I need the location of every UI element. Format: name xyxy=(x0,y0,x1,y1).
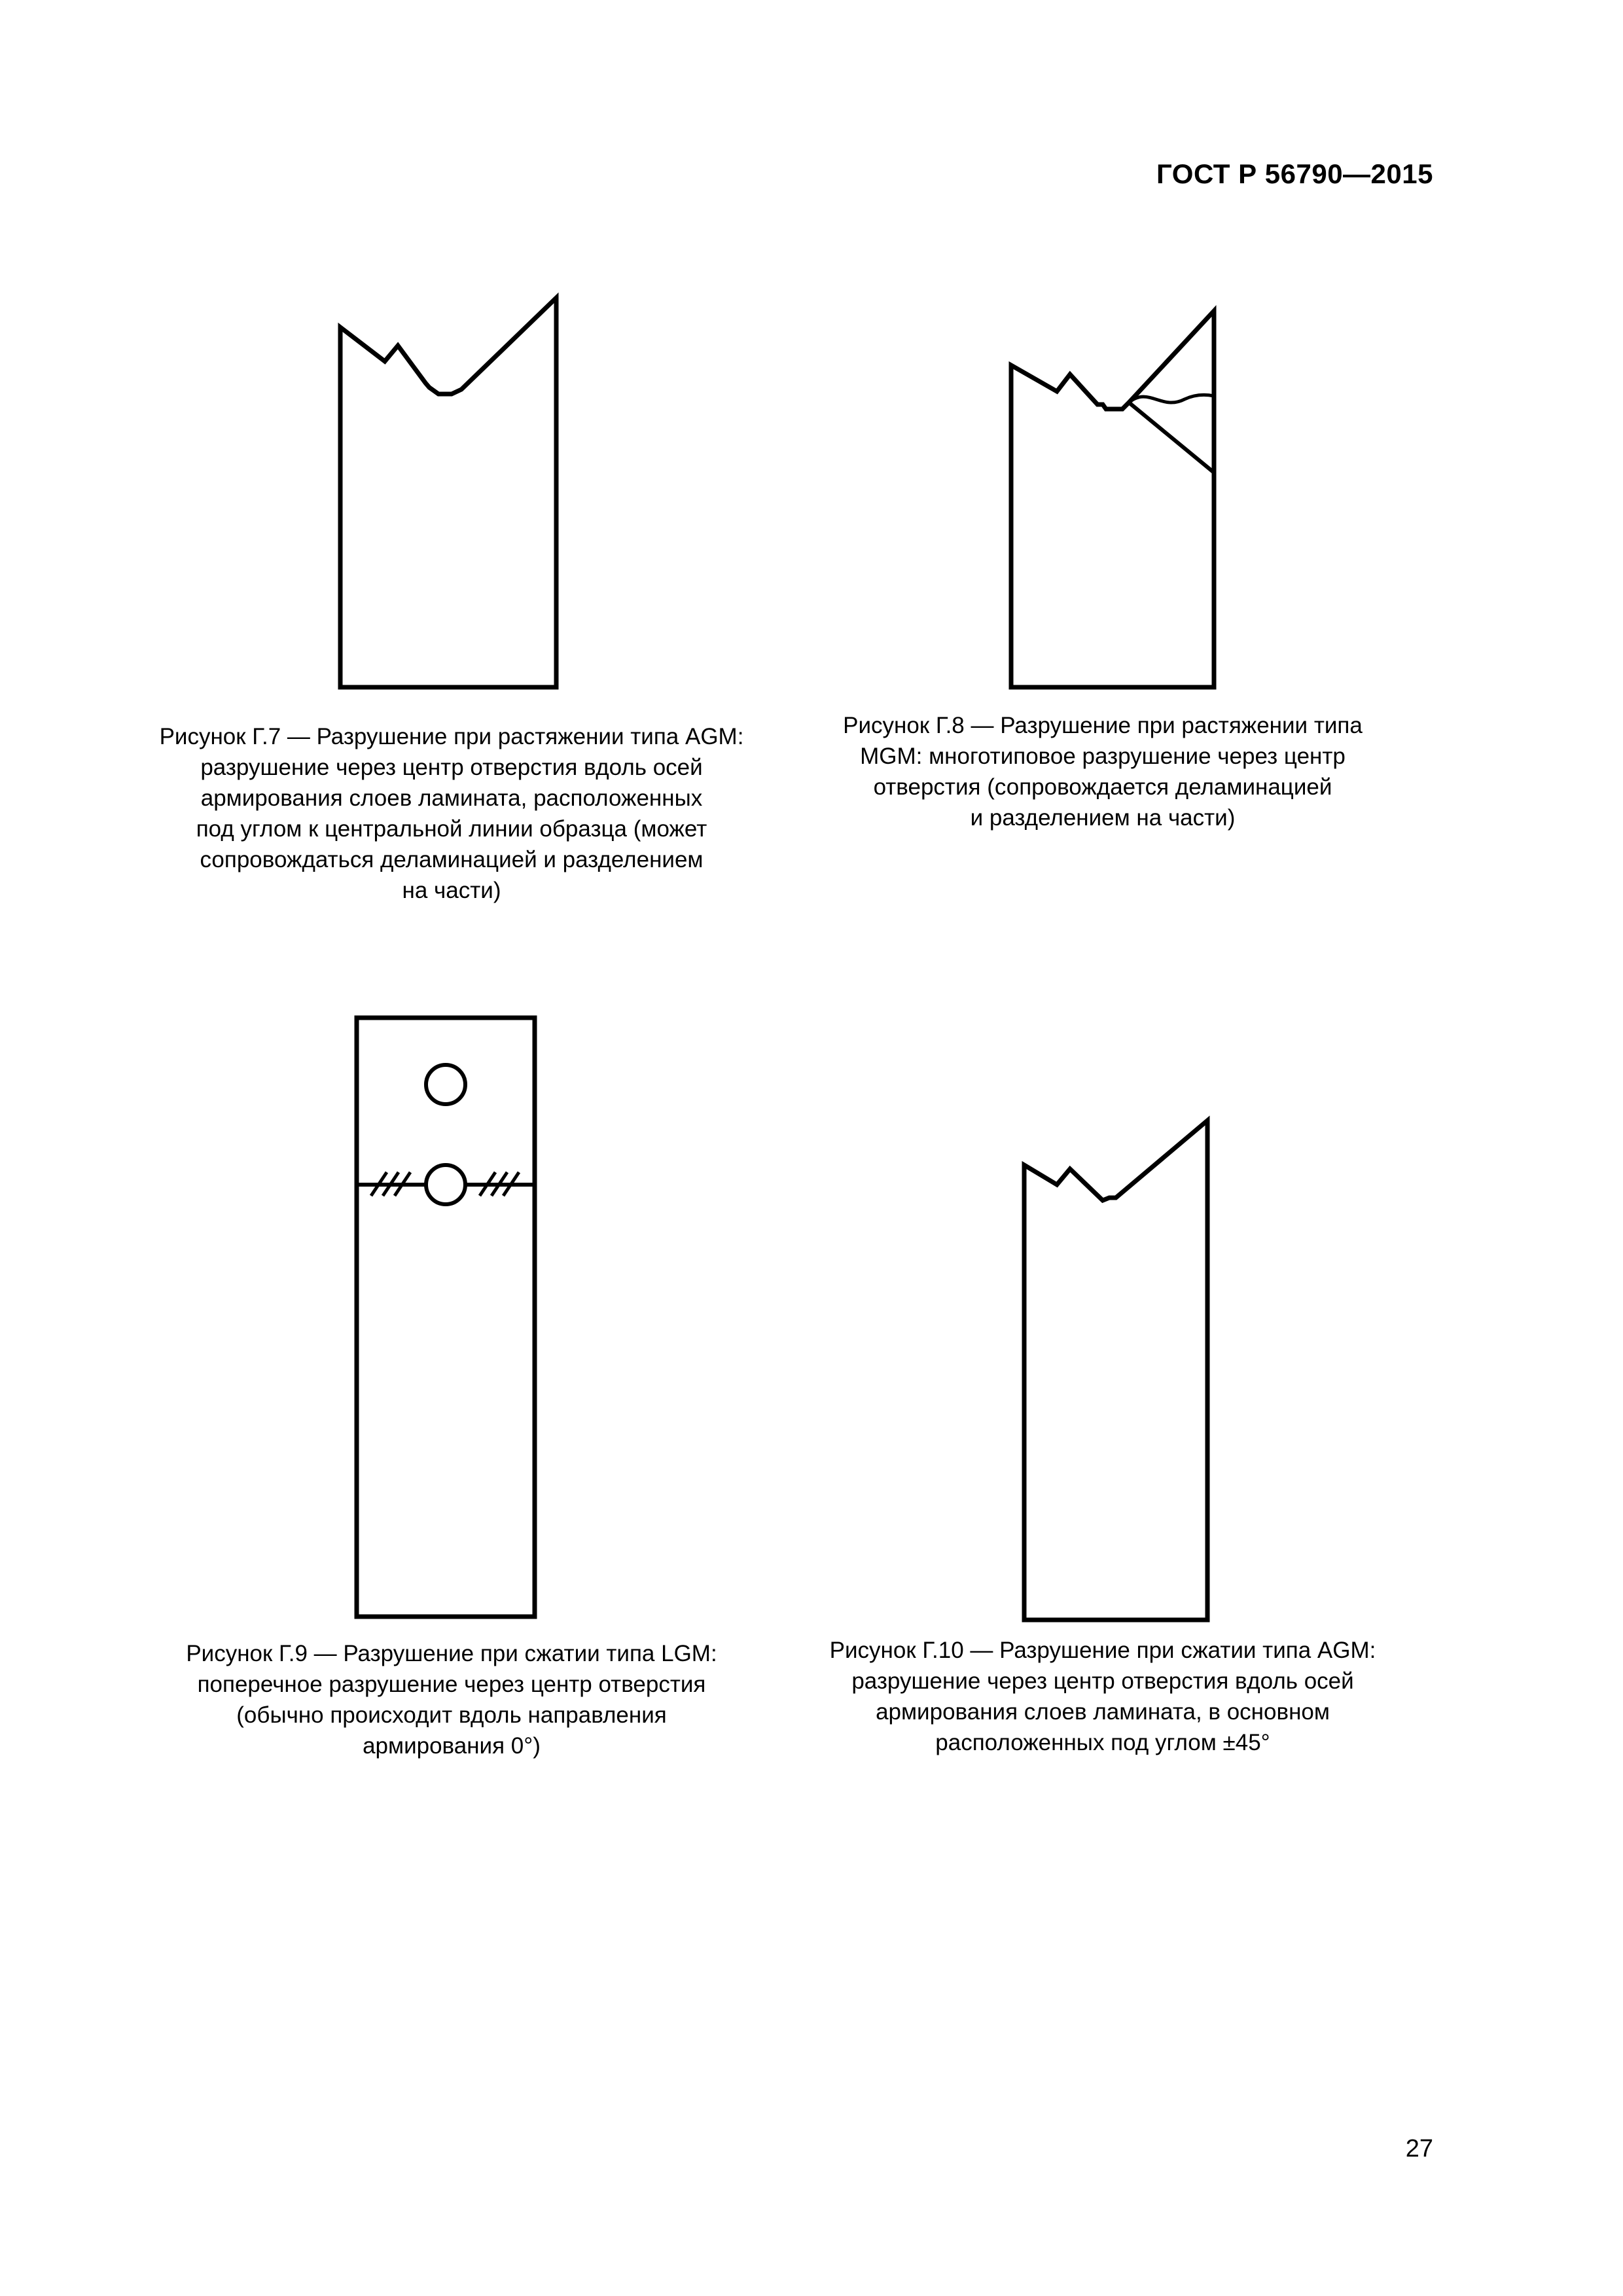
caption-line: отверстия (сопровождается деламинацией xyxy=(873,774,1332,800)
caption-line: поперечное разрушение через центр отверстия xyxy=(197,1672,706,1697)
figure-g9-caption xyxy=(124,1638,779,1761)
figure-g7-caption xyxy=(124,721,779,906)
figure-g10-caption xyxy=(776,1635,1430,1758)
figure-g8-caption xyxy=(776,710,1430,833)
figure-g8-drawing xyxy=(998,301,1234,694)
page-number: 27 xyxy=(1405,2135,1433,2162)
caption-line: Рисунок Г.9 — Разрушение при сжатии типа LGM: xyxy=(186,1641,717,1666)
caption-line: армирования слоев ламината, в основном xyxy=(876,1699,1330,1725)
caption-line: Рисунок Г.8 — Разрушение при растяжении типа xyxy=(843,713,1363,738)
caption-line: и разделением на части) xyxy=(970,805,1236,831)
document-header: ГОСТ Р 56790—2015 xyxy=(1156,158,1433,189)
caption-line: MGM: многотиповое разрушение через центр xyxy=(860,744,1346,769)
caption-line: разрушение через центр отверстия вдоль осей xyxy=(851,1668,1354,1694)
figure-g10-drawing xyxy=(1011,1113,1227,1630)
caption-line: (обычно происходит вдоль направления xyxy=(236,1702,667,1728)
caption-line: армирования 0°) xyxy=(363,1733,541,1759)
caption-line: разрушение через центр отверстия вдоль осей xyxy=(200,755,703,780)
caption-line: армирования слоев ламината, расположенных xyxy=(200,785,703,811)
caption-line: расположенных под углом ±45° xyxy=(935,1730,1270,1755)
caption-line: под углом к центральной линии образца (может xyxy=(196,816,707,842)
caption-line: Рисунок Г.10 — Разрушение при сжатии типа AGM: xyxy=(829,1638,1376,1663)
caption-line: сопровождаться деламинацией и разделением xyxy=(200,847,704,872)
caption-line: на части) xyxy=(402,878,501,903)
caption-line: Рисунок Г.7 — Разрушение при растяжении типа AGM: xyxy=(159,724,744,749)
figure-g9-drawing xyxy=(344,1005,553,1626)
figure-g7-drawing xyxy=(327,288,576,694)
